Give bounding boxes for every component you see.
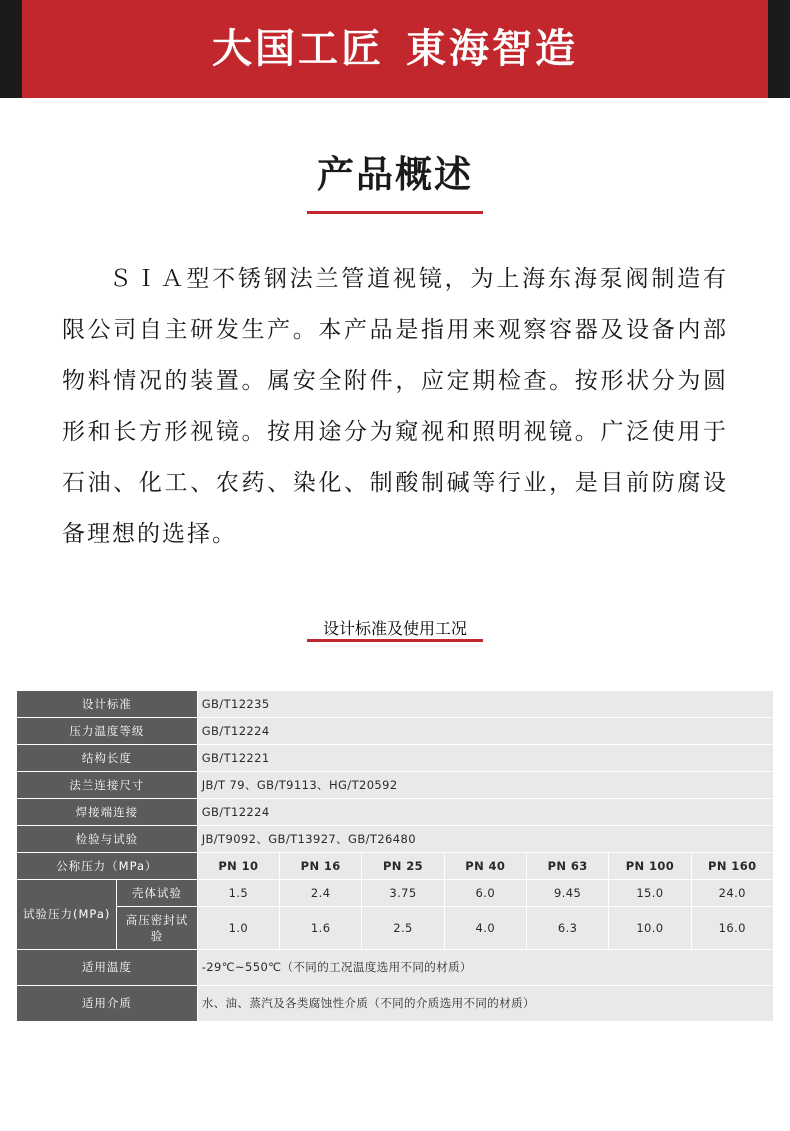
banner-left-bar: [0, 0, 22, 98]
test-pressure-value: 6.0: [444, 879, 526, 906]
test-pressure-value: 2.4: [280, 879, 362, 906]
row-label: 焊接端连接: [17, 798, 198, 825]
row-label: 压力温度等级: [17, 717, 198, 744]
test-pressure-value: 2.5: [362, 906, 444, 949]
pressure-header-value: PN 16: [280, 852, 362, 879]
section-product-overview: [0, 98, 790, 560]
table-row: [17, 985, 774, 1021]
table-row: [17, 690, 774, 717]
test-pressure-value: 10.0: [609, 906, 691, 949]
test-pressure-label: 试验压力(MPa): [17, 879, 117, 949]
section-heading-overview: [24, 98, 766, 214]
section-design-standard: [0, 616, 790, 642]
test-pressure-value: 24.0: [691, 879, 773, 906]
row-label: 适用介质: [17, 985, 198, 1021]
pressure-header-value: PN 10: [197, 852, 279, 879]
table-row-pressure-header: [17, 852, 774, 879]
overview-paragraph: [62, 254, 728, 560]
row-value: GB/T12224: [197, 798, 773, 825]
table-row: [17, 717, 774, 744]
heading-underline-overview: [307, 211, 483, 214]
table-row-test-pressure-shell: [17, 879, 774, 906]
test-pressure-value: 16.0: [691, 906, 773, 949]
table-row: [17, 798, 774, 825]
test-pressure-sub-label: 高压密封试验: [117, 906, 197, 949]
heading-overview-text: 产品概述: [317, 153, 473, 196]
row-label: 结构长度: [17, 744, 198, 771]
row-value: GB/T12224: [197, 717, 773, 744]
page-banner: [0, 0, 790, 98]
pressure-header-value: PN 40: [444, 852, 526, 879]
test-pressure-value: 15.0: [609, 879, 691, 906]
test-pressure-value: 1.6: [280, 906, 362, 949]
test-pressure-value: 9.45: [526, 879, 608, 906]
pressure-header-value: PN 160: [691, 852, 773, 879]
spec-table-wrapper: [16, 690, 774, 1022]
test-pressure-value: 1.0: [197, 906, 279, 949]
pressure-header-label: 公称压力（MPa）: [17, 852, 198, 879]
spec-table: [16, 690, 774, 1022]
heading-underline-design: [307, 639, 483, 642]
heading-design-text: 设计标准及使用工况: [322, 618, 467, 638]
row-value: JB/T9092、GB/T13927、GB/T26480: [197, 825, 773, 852]
banner-right-bar: [768, 0, 790, 98]
test-pressure-value: 6.3: [526, 906, 608, 949]
row-value: -29℃~550℃（不同的工况温度选用不同的材质）: [197, 949, 773, 985]
row-value: GB/T12221: [197, 744, 773, 771]
pressure-header-value: PN 100: [609, 852, 691, 879]
row-value: GB/T12235: [197, 690, 773, 717]
banner-title-right: 東海智造: [406, 26, 578, 72]
test-pressure-sub-label: 壳体试验: [117, 879, 197, 906]
overview-paragraph-text: ＳＩＡ型不锈钢法兰管道视镜，为上海东海泵阀制造有限公司自主研发生产。本产品是指用来观察容器及设备内部物料情况的装置。属安全附件，应定期检查。按形状分为圆形和长方形视镜。按用途分为窥视和照明视镜。广泛使用于石油、化工、农药、染化、制酸制碱等行业，是目前防腐设备理想的选择。: [62, 265, 728, 547]
row-label: 法兰连接尺寸: [17, 771, 198, 798]
section-heading-design: [24, 616, 766, 642]
row-label: 检验与试验: [17, 825, 198, 852]
table-row: [17, 771, 774, 798]
row-label: 设计标准: [17, 690, 198, 717]
table-row: [17, 949, 774, 985]
table-row: [17, 825, 774, 852]
table-row: [17, 744, 774, 771]
pressure-header-value: PN 63: [526, 852, 608, 879]
banner-title-left: 大国工匠: [212, 26, 384, 72]
table-row-test-pressure-seal: [17, 906, 774, 949]
row-value: 水、油、蒸汽及各类腐蚀性介质（不同的介质选用不同的材质）: [197, 985, 773, 1021]
test-pressure-value: 3.75: [362, 879, 444, 906]
row-label: 适用温度: [17, 949, 198, 985]
row-value: JB/T 79、GB/T9113、HG/T20592: [197, 771, 773, 798]
banner-title: [212, 26, 578, 72]
test-pressure-value: 1.5: [197, 879, 279, 906]
pressure-header-value: PN 25: [362, 852, 444, 879]
test-pressure-value: 4.0: [444, 906, 526, 949]
